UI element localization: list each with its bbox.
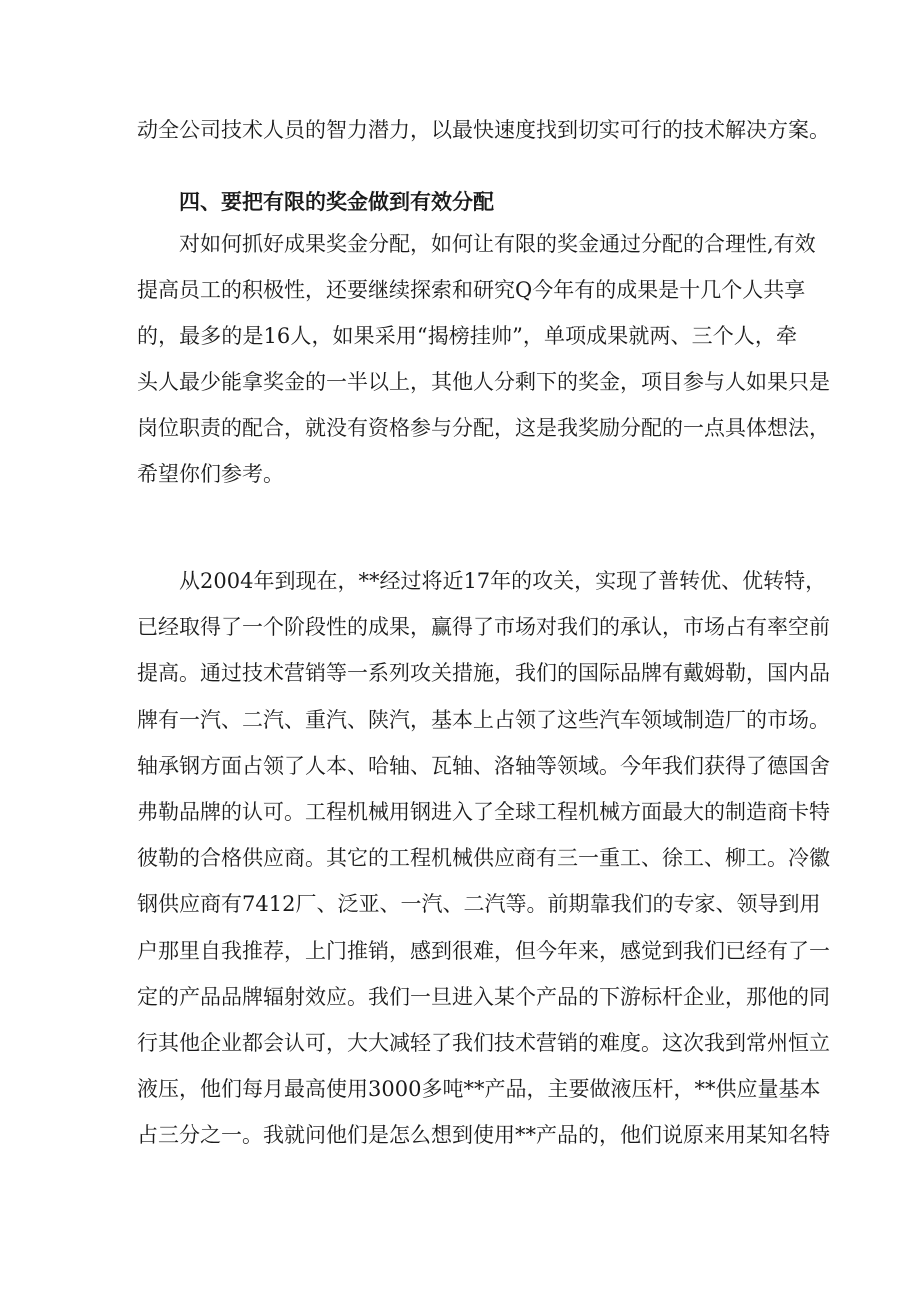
intro-line: 动全公司技术人员的智力潜力，以最快速度找到切实可行的技术解决方案。 [137,118,830,142]
paragraph-1-line: 的，最多的是16人，如果采用“揭榜挂帅”，单项成果就两、三个人，牵 [137,324,797,348]
paragraph-2-line: 钢供应商有7412厂、泛亚、一汽、二汽等。前期靠我们的专家、领导到用 [137,892,821,916]
paragraph-1-line: 岗位职责的配合，就没有资格参与分配，这是我奖励分配的一点具体想法， [137,416,830,440]
paragraph-2-line: 户那里自我推荐，上门推销，感到很难，但今年来，感觉到我们已经有了一 [137,939,830,963]
paragraph-2-line: 定的产品品牌辐射效应。我们一旦进入某个产品的下游标杆企业，那他的同 [137,985,830,1009]
paragraph-1-line: 头人最少能拿奖金的一半以上，其他人分剩下的奖金，项目参与人如果只是 [137,370,830,394]
paragraph-2-line: 液压，他们每月最高使用3000多吨**产品，主要做液压杆，**供应量基本 [137,1077,821,1101]
paragraph-2-line: 轴承钢方面占领了人本、哈轴、瓦轴、洛轴等领域。今年我们获得了德国舍 [137,754,830,778]
paragraph-2-line: 彼勒的合格供应商。其它的工程机械供应商有三一重工、徐工、柳工。冷徽 [137,846,830,870]
section-heading: 四、要把有限的奖金做到有效分配 [179,189,494,214]
paragraph-2-line: 牌有一汽、二汽、重汽、陕汽，基本上占领了这些汽车领域制造厂的市场。 [137,708,830,732]
paragraph-1-line: 希望你们参考。 [137,462,284,486]
paragraph-1-line: 对如何抓好成果奖金分配，如何让有限的奖金通过分配的合理性,有效 [179,232,816,256]
paragraph-2-line: 从2004年到现在，**经过将近17年的攻关，实现了普转优、优转特， [179,569,827,593]
paragraph-1-line: 提高员工的积极性，还要继续探索和研究Q今年有的成果是十几个人共享 [137,278,806,302]
paragraph-2-line: 占三分之一。我就问他们是怎么想到使用**产品的，他们说原来用某知名特 [137,1123,830,1147]
paragraph-2-line: 已经取得了一个阶段性的成果，赢得了市场对我们的承认，市场占有率空前 [137,615,830,639]
paragraph-2-line: 提高。通过技术营销等一系列攻关措施，我们的国际品牌有戴姆勒，国内品 [137,661,830,685]
paragraph-2-line: 行其他企业都会认可，大大减轻了我们技术营销的难度。这次我到常州恒立 [137,1031,830,1055]
paragraph-2-line: 弗勒品牌的认可。工程机械用钢进入了全球工程机械方面最大的制造商卡特 [137,800,830,824]
